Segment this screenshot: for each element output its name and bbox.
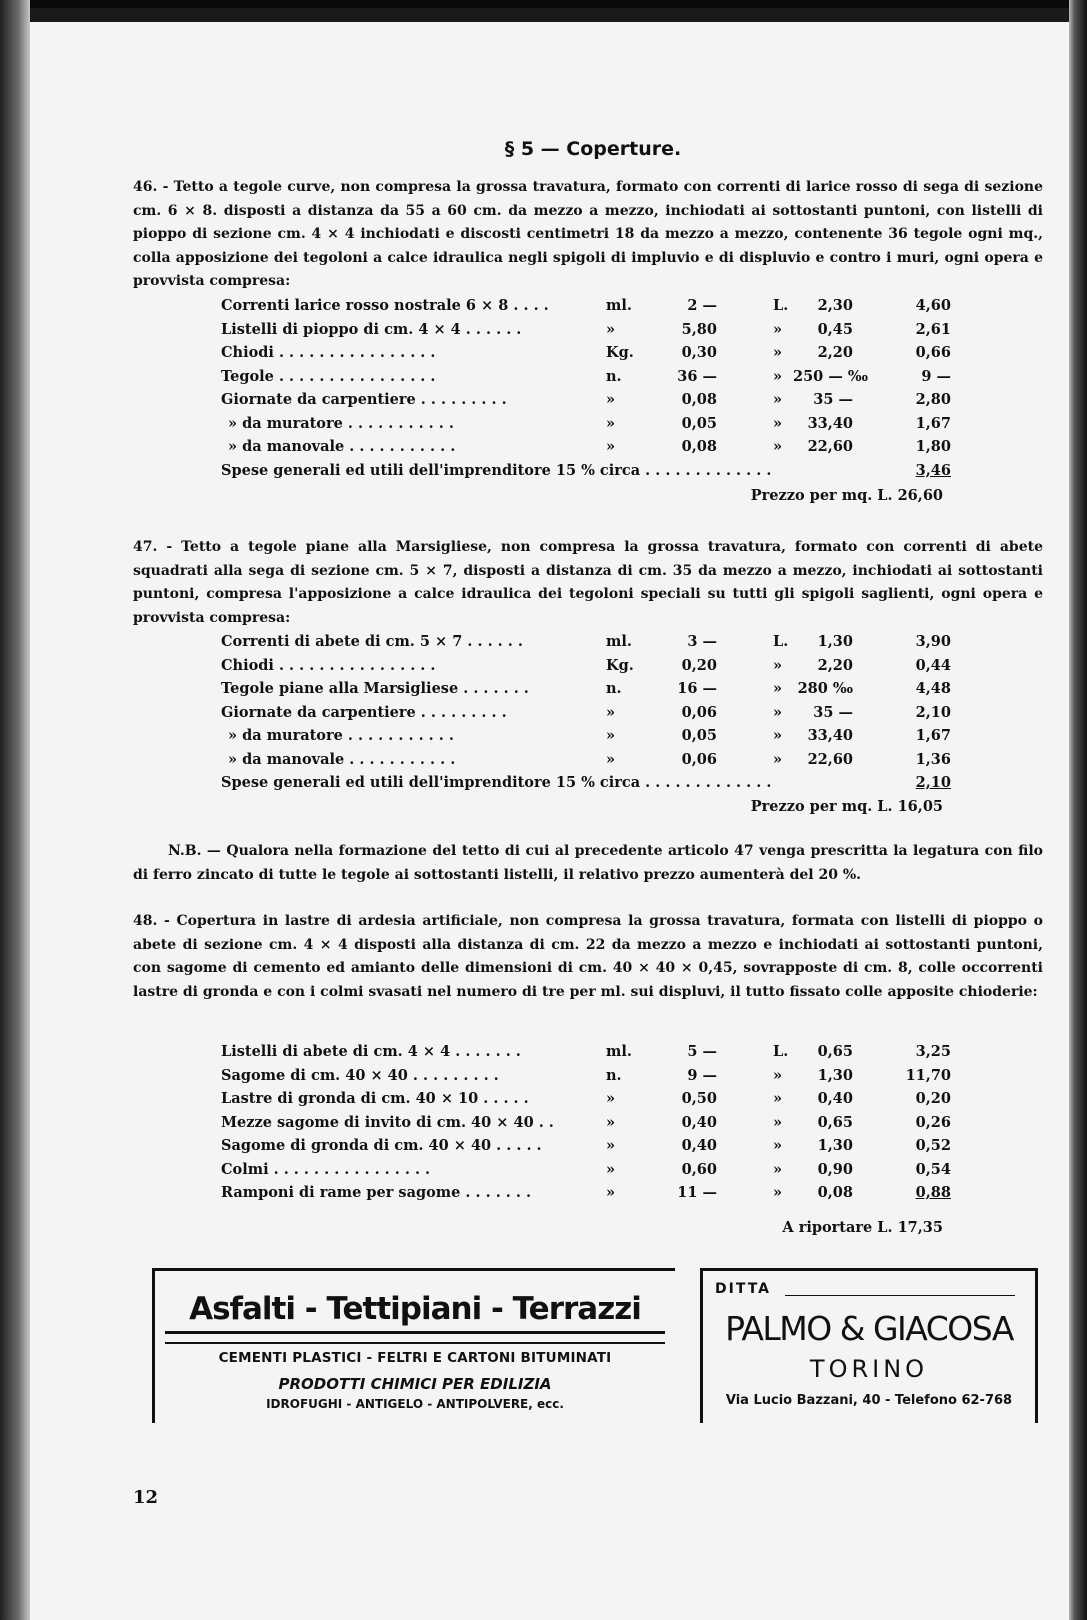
item-quantity: 0,08 [681, 438, 717, 455]
item-quantity: 0,60 [681, 1160, 717, 1178]
item-unit-price: 2,30 [817, 297, 853, 314]
table-row [133, 654, 1043, 678]
article-48-text: 48. - Copertura in lastre di ardesia artificiale, non compresa la grossa travatura, formata con listelli di pioppo o abete di sezione cm. 4 × 4 disposti alla distanza di cm. 22 da mezzo a mezzo e inchiodati ai sottostanti puntoni, con sagome di cemento ed amianto delle dimensioni di cm. 40 × 40 × 0,45, sovrapposte di cm. 8, colle occorrenti lastre di gronda e con i colmi svasati nel numero di tre per ml. sui displuvi, il tutto fissato colle apposite chioderie: [133, 913, 1043, 1000]
item-unit: » [606, 391, 616, 408]
item-unit: n. [606, 367, 622, 385]
item-quantity: 2 — [687, 297, 717, 314]
item-currency: L. [773, 1043, 789, 1060]
table-row [133, 435, 1043, 459]
item-amount: 3,25 [915, 1043, 951, 1060]
item-unit: Kg. [606, 344, 634, 361]
item-description: Ramponi di rame per sagome . . . . . . . [221, 1184, 532, 1201]
item-description: Correnti larice rosso nostrale 6 × 8 . . . . [221, 297, 549, 314]
item-quantity: 16 — [677, 680, 717, 697]
item-unit-price: 22,60 [807, 438, 853, 455]
item-quantity: 11 — [677, 1184, 717, 1201]
article-48-table [133, 1040, 1043, 1205]
item-description: Spese generali ed utili dell'imprenditore 15 % circa . . . . . . . . . . . . . [221, 461, 772, 479]
item-amount: 4,48 [915, 680, 951, 697]
item-unit-price: 0,08 [817, 1184, 853, 1201]
item-unit-price: 280 ‰ [797, 680, 853, 697]
section-title: § 5 — Coperture. [504, 138, 682, 160]
item-amount: 1,80 [915, 438, 951, 455]
item-unit-price: 0,40 [817, 1090, 853, 1107]
item-description: » da manovale . . . . . . . . . . . [228, 750, 456, 768]
table-row [133, 1040, 1043, 1064]
item-description: Listelli di abete di cm. 4 × 4 . . . . . . . [221, 1043, 521, 1060]
ad-ditta-line [785, 1295, 1015, 1296]
ad-address: Via Lucio Bazzani, 40 - Telefono 62-768 [725, 1393, 1013, 1408]
ad-company-name: PALMO & GIACOSA [725, 1309, 1013, 1348]
table-row [133, 1158, 1043, 1182]
item-currency: » [773, 703, 783, 721]
advertisement-palmo-giacosa [700, 1268, 1038, 1423]
item-quantity: 36 — [677, 367, 717, 385]
item-quantity: 0,05 [681, 414, 717, 432]
item-currency: » [773, 367, 783, 385]
item-currency: » [773, 727, 783, 744]
item-amount: 0,20 [915, 1090, 951, 1107]
article-46-total-row [133, 484, 1043, 508]
table-row [133, 1087, 1043, 1111]
item-unit: » [606, 1090, 616, 1107]
item-unit-price: 33,40 [807, 727, 853, 744]
item-description: Giornate da carpentiere . . . . . . . . . [221, 391, 507, 408]
item-currency: » [773, 750, 783, 768]
item-description: Lastre di gronda di cm. 40 × 10 . . . . . [221, 1090, 529, 1107]
item-currency: » [773, 320, 783, 338]
item-quantity: 9 — [687, 1066, 717, 1084]
item-amount: 0,54 [915, 1160, 951, 1178]
item-quantity: 0,20 [681, 656, 717, 674]
item-description: Colmi . . . . . . . . . . . . . . . . [221, 1160, 431, 1178]
item-description: Giornate da carpentiere . . . . . . . . . [221, 703, 507, 721]
item-quantity: 0,50 [681, 1090, 717, 1107]
nota-bene: N.B. — Qualora nella formazione del tetto di cui al precedente articolo 47 venga prescritta la legatura con filo di ferro zincato di tutte le tegole ai sottostanti listelli, il relativo prezzo aumenterà del 20 %. [133, 843, 1043, 883]
item-quantity: 0,40 [681, 1113, 717, 1131]
item-description: Spese generali ed utili dell'imprenditore 15 % circa . . . . . . . . . . . . . [221, 774, 772, 791]
item-currency: » [773, 1160, 783, 1178]
page-number: 12 [133, 1487, 159, 1508]
item-description: » da muratore . . . . . . . . . . . [228, 414, 454, 432]
item-unit-price: 0,65 [817, 1043, 853, 1060]
table-row [133, 1134, 1043, 1158]
item-currency: » [773, 1113, 783, 1131]
table-row [133, 341, 1043, 365]
item-description: Correnti di abete di cm. 5 × 7 . . . . . . [221, 633, 523, 650]
item-description: Sagome di gronda di cm. 40 × 40 . . . . . [221, 1137, 542, 1154]
item-quantity: 0,40 [681, 1137, 717, 1154]
item-amount: 1,67 [915, 414, 951, 432]
item-description: Sagome di cm. 40 × 40 . . . . . . . . . [221, 1066, 499, 1084]
table-row [133, 294, 1043, 318]
item-amount: 2,61 [915, 320, 951, 338]
item-unit-price: 1,30 [817, 633, 853, 650]
item-amount: 0,26 [915, 1113, 951, 1131]
item-description: Tegole . . . . . . . . . . . . . . . . [221, 367, 436, 385]
item-unit-price: 33,40 [807, 414, 853, 432]
item-unit-price: 0,45 [817, 320, 853, 338]
item-unit: » [606, 750, 616, 768]
table-row [133, 1181, 1043, 1205]
scan-top-edge [0, 0, 1087, 8]
item-quantity: 0,06 [681, 750, 717, 768]
item-amount: 4,60 [915, 297, 951, 314]
table-row [133, 412, 1043, 436]
item-amount: 0,44 [915, 656, 951, 674]
item-unit: n. [606, 680, 622, 697]
item-amount: 0,66 [915, 344, 951, 361]
table-row [133, 677, 1043, 701]
item-description: Tegole piane alla Marsigliese . . . . . . . [221, 680, 529, 697]
item-amount: 1,36 [915, 750, 951, 768]
item-amount: 11,70 [905, 1066, 951, 1084]
item-currency: » [773, 344, 783, 361]
item-currency: » [773, 1137, 783, 1154]
item-unit-price: 1,30 [817, 1066, 853, 1084]
item-unit: » [606, 727, 616, 744]
item-description: » da muratore . . . . . . . . . . . [228, 727, 454, 744]
item-quantity: 5,80 [681, 320, 717, 338]
item-amount: 9 — [921, 367, 951, 385]
item-quantity: 0,05 [681, 727, 717, 744]
table-row [133, 724, 1043, 748]
table-row [133, 1064, 1043, 1088]
article-48-total-row [133, 1216, 1043, 1240]
item-unit-price: 35 — [813, 391, 853, 408]
table-row [133, 365, 1043, 389]
item-currency: » [773, 1066, 783, 1084]
item-unit: » [606, 320, 616, 338]
table-row [133, 388, 1043, 412]
ad-headline: Asfalti - Tettipiani - Terrazzi [189, 1291, 641, 1327]
table-row [133, 771, 1043, 795]
item-unit-price: 22,60 [807, 750, 853, 768]
article-46-table [133, 294, 1043, 482]
item-unit: » [606, 1160, 616, 1178]
item-unit-price: 0,65 [817, 1113, 853, 1131]
item-unit: n. [606, 1066, 622, 1084]
ad-city: TORINO [809, 1355, 929, 1383]
item-unit: » [606, 438, 616, 455]
table-row [133, 1111, 1043, 1135]
item-quantity: 0,30 [681, 344, 717, 361]
item-unit: ml. [606, 1043, 632, 1060]
item-unit-price: 0,90 [817, 1160, 853, 1178]
ad-products-line: CEMENTI PLASTICI - FELTRI E CARTONI BITUMINATI [218, 1350, 612, 1366]
article-48-total: A riportare L. 17,35 [782, 1219, 943, 1236]
item-unit: ml. [606, 297, 632, 314]
advertisement-asfalti [152, 1268, 675, 1423]
item-currency: L. [773, 633, 789, 650]
item-unit: » [606, 1113, 616, 1131]
item-currency: » [773, 438, 783, 455]
item-currency: » [773, 1090, 783, 1107]
item-quantity: 3 — [687, 633, 717, 650]
article-47-text: 47. - Tetto a tegole piane alla Marsigliese, non compresa la grossa travatura, formato con correnti di abete squadrati alla sega di sezione cm. 5 × 7, disposti a distanza di cm. 35 da mezzo a mezzo, inchiodati ai sottostanti puntoni, compresa l'apposizione a calce idraulica dei tegoloni speciali su tutti gli spigoli saglienti, ogni opera e provvista compresa: [133, 539, 1043, 626]
item-description: Listelli di pioppo di cm. 4 × 4 . . . . . . [221, 320, 522, 338]
item-amount: 2,10 [915, 774, 951, 791]
item-unit: » [606, 703, 616, 721]
item-unit-price: 2,20 [817, 344, 853, 361]
item-description: Chiodi . . . . . . . . . . . . . . . . [221, 344, 436, 361]
table-row [133, 459, 1043, 483]
item-unit: » [606, 1137, 616, 1154]
article-46-total: Prezzo per mq. L. 26,60 [750, 487, 943, 504]
item-description: » da manovale . . . . . . . . . . . [228, 438, 456, 455]
scan-left-edge [0, 0, 30, 1620]
item-currency: » [773, 391, 783, 408]
item-unit-price: 35 — [813, 703, 853, 721]
ad-ditta-label: DITTA [715, 1281, 771, 1297]
item-unit: Kg. [606, 656, 634, 674]
ad-items-line: IDROFUGHI - ANTIGELO - ANTIPOLVERE, ecc. [266, 1397, 564, 1411]
item-amount: 1,67 [915, 727, 951, 744]
item-quantity: 0,08 [681, 391, 717, 408]
table-row [133, 748, 1043, 772]
item-description: Chiodi . . . . . . . . . . . . . . . . [221, 656, 436, 674]
item-quantity: 0,06 [681, 703, 717, 721]
item-quantity: 5 — [687, 1043, 717, 1060]
item-currency: » [773, 680, 783, 697]
item-unit-price: 2,20 [817, 656, 853, 674]
item-amount: 2,10 [915, 703, 951, 721]
article-46-text: 46. - Tetto a tegole curve, non compresa la grossa travatura, formato con correnti di larice rosso di sega di sezione cm. 6 × 8. disposti a distanza da 55 a 60 cm. da mezzo a mezzo, inchiodati ai sottostanti puntoni, con listelli di pioppo di sezione cm. 4 × 4 inchiodati e discosti centimetri 18 da mezzo a mezzo, contenente 36 tegole ogni mq., colla apposizione dei tegoloni a calce idraulica negli spigoli di impluvio e di displuvio e contro i muri, ogni opera e provvista compresa: [133, 179, 1043, 289]
item-unit-price: 250 — ‰ [793, 367, 868, 385]
item-currency: » [773, 656, 783, 674]
item-amount: 0,52 [915, 1137, 951, 1154]
table-row [133, 318, 1043, 342]
item-description: Mezze sagome di invito di cm. 40 × 40 . . [221, 1113, 554, 1131]
item-unit: » [606, 1184, 616, 1201]
item-unit: ml. [606, 633, 632, 650]
item-unit-price: 1,30 [817, 1137, 853, 1154]
table-row [133, 630, 1043, 654]
item-amount: 2,80 [915, 391, 951, 408]
article-47-total-row [133, 795, 1043, 819]
item-amount: 3,90 [915, 633, 951, 650]
article-47-table [133, 630, 1043, 795]
item-currency: » [773, 414, 783, 432]
item-amount: 3,46 [915, 461, 951, 479]
item-currency: L. [773, 297, 789, 314]
scan-right-edge [1069, 0, 1087, 1620]
item-amount: 0,88 [915, 1184, 951, 1201]
item-unit: » [606, 414, 616, 432]
item-currency: » [773, 1184, 783, 1201]
ad-divider [165, 1331, 665, 1344]
ad-chemicals-line: PRODOTTI CHIMICI PER EDILIZIA [278, 1375, 552, 1393]
article-47-total: Prezzo per mq. L. 16,05 [750, 798, 943, 815]
table-row [133, 701, 1043, 725]
